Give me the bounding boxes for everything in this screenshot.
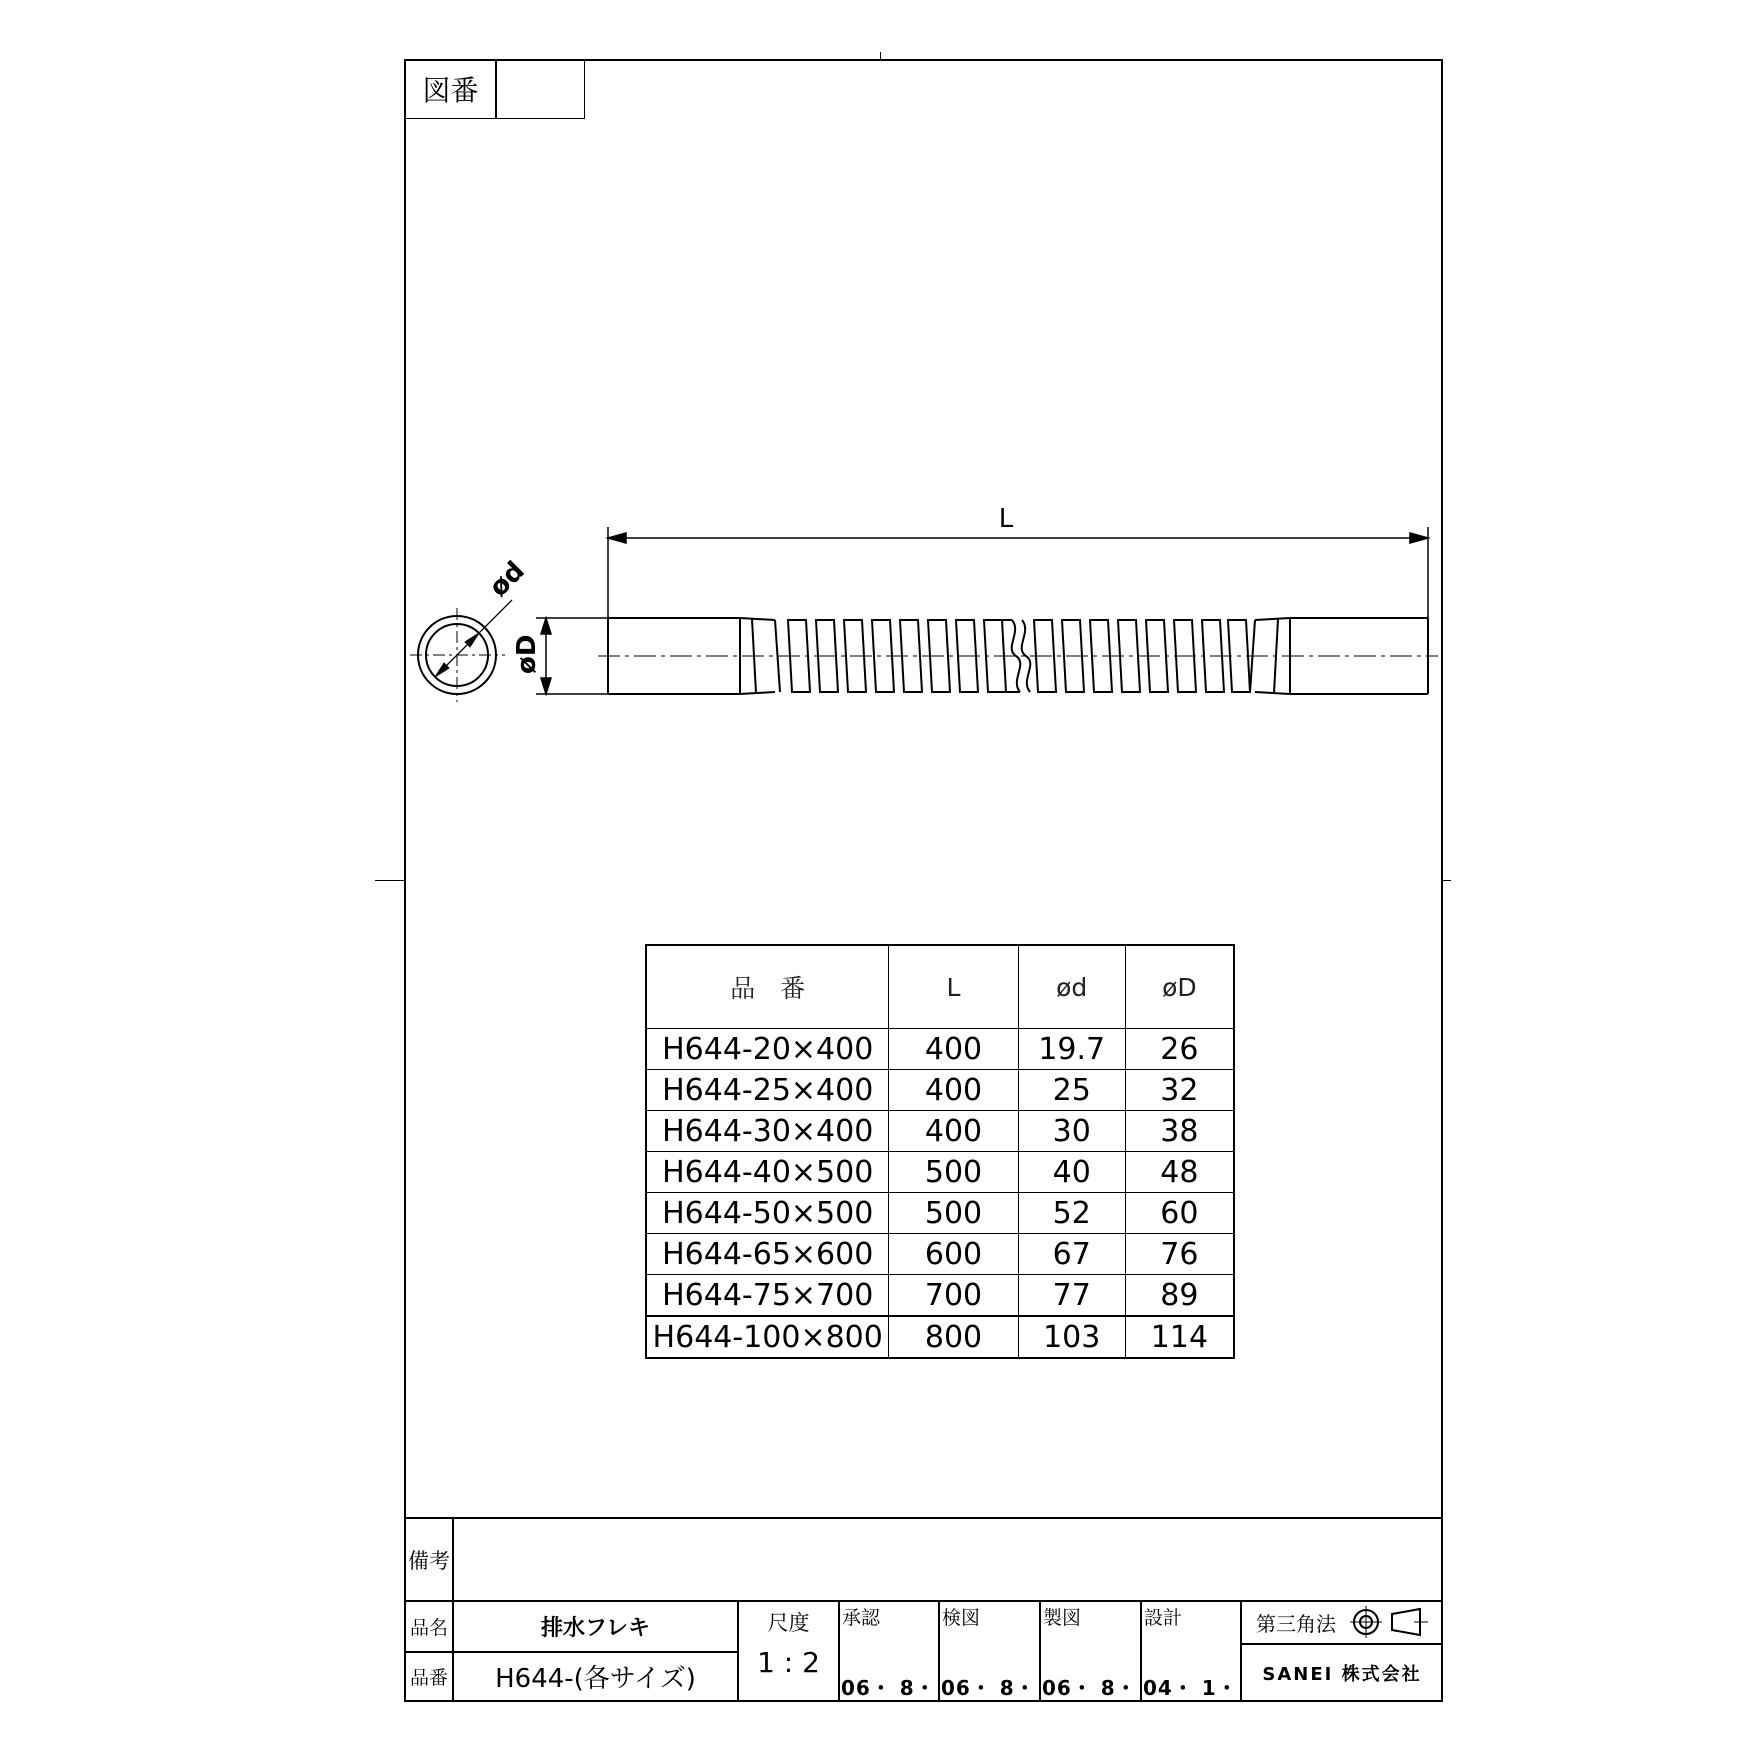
dim-D-label: øD bbox=[512, 634, 542, 674]
table-row bbox=[646, 1111, 1234, 1152]
scale-value: 1 : 2 bbox=[757, 1645, 820, 1679]
cell-inner-dia: 40 bbox=[1018, 1152, 1125, 1193]
part-value: H644-(各サイズ) bbox=[495, 1664, 696, 1694]
table-row bbox=[646, 1275, 1234, 1317]
cell-outer-dia: 32 bbox=[1125, 1070, 1234, 1111]
cell-length: 500 bbox=[889, 1152, 1018, 1193]
tb-divider-7 bbox=[1240, 1600, 1242, 1702]
tb-divider-5 bbox=[1039, 1600, 1041, 1702]
cell-part-number: H644-20×400 bbox=[646, 1029, 889, 1070]
cell-inner-dia: 25 bbox=[1018, 1070, 1125, 1111]
tb-divider-6 bbox=[1140, 1600, 1142, 1702]
dim-d-label: ød bbox=[483, 555, 531, 603]
cell-outer-dia: 38 bbox=[1125, 1111, 1234, 1152]
drawing-label: 製図 bbox=[1042, 1606, 1081, 1629]
cell-outer-dia: 48 bbox=[1125, 1152, 1234, 1193]
cell-part-number: H644-75×700 bbox=[646, 1275, 889, 1317]
tb-divider-3 bbox=[838, 1600, 840, 1702]
drawing-date: 06・ 8・ bbox=[1042, 1675, 1137, 1700]
cell-length: 400 bbox=[889, 1070, 1018, 1111]
table-row bbox=[646, 1070, 1234, 1111]
cell-inner-dia: 67 bbox=[1018, 1234, 1125, 1275]
table-row bbox=[646, 1029, 1234, 1070]
company-name: SANEI 株式会社 bbox=[1262, 1664, 1422, 1685]
end-view bbox=[410, 600, 512, 702]
cell-length: 800 bbox=[889, 1316, 1018, 1358]
remarks-label: 備考 bbox=[408, 1548, 450, 1573]
hose-body bbox=[608, 618, 1428, 694]
tb-divider-4 bbox=[938, 1600, 940, 1702]
length-dimension bbox=[608, 527, 1428, 618]
cell-length: 600 bbox=[889, 1234, 1018, 1275]
approval-label: 承認 bbox=[841, 1606, 880, 1629]
name-value: 排水フレキ bbox=[540, 1616, 651, 1641]
cell-outer-dia: 26 bbox=[1125, 1029, 1234, 1070]
table-row bbox=[646, 1193, 1234, 1234]
table-row bbox=[646, 1152, 1234, 1193]
cell-part-number: H644-40×500 bbox=[646, 1152, 889, 1193]
tb-company-divider bbox=[1240, 1643, 1443, 1645]
cell-length: 500 bbox=[889, 1193, 1018, 1234]
design-label: 設計 bbox=[1143, 1606, 1182, 1629]
cell-outer-dia: 76 bbox=[1125, 1234, 1234, 1275]
cell-length: 400 bbox=[889, 1111, 1018, 1152]
spec-table-header-row bbox=[646, 945, 1234, 1029]
part-label: 品番 bbox=[409, 1667, 448, 1689]
cell-part-number: H644-100×800 bbox=[646, 1316, 889, 1358]
cell-outer-dia: 60 bbox=[1125, 1193, 1234, 1234]
header-length: L bbox=[889, 945, 1018, 1029]
cell-part-number: H644-30×400 bbox=[646, 1111, 889, 1152]
cell-part-number: H644-50×500 bbox=[646, 1193, 889, 1234]
cell-inner-dia: 30 bbox=[1018, 1111, 1125, 1152]
projection-label: 第三角法 bbox=[1256, 1611, 1336, 1636]
remarks-divider bbox=[452, 1517, 454, 1602]
remarks-value bbox=[456, 1519, 1436, 1600]
cell-inner-dia: 103 bbox=[1018, 1316, 1125, 1358]
table-row bbox=[646, 1234, 1234, 1275]
outer-dia-dimension bbox=[536, 618, 608, 694]
table-row bbox=[646, 1316, 1234, 1358]
drawing-number-label: 図番 bbox=[422, 74, 479, 107]
cell-length: 400 bbox=[889, 1029, 1018, 1070]
header-outer-dia: øD bbox=[1125, 945, 1234, 1029]
spec-table bbox=[645, 944, 1235, 1359]
check-label: 検図 bbox=[941, 1606, 980, 1629]
name-label: 品名 bbox=[409, 1617, 448, 1639]
cell-inner-dia: 52 bbox=[1018, 1193, 1125, 1234]
design-date: 04・ 1・ bbox=[1143, 1675, 1238, 1700]
cell-inner-dia: 19.7 bbox=[1018, 1029, 1125, 1070]
cell-outer-dia: 89 bbox=[1125, 1275, 1234, 1317]
scale-label: 尺度 bbox=[767, 1611, 810, 1635]
cell-part-number: H644-25×400 bbox=[646, 1070, 889, 1111]
dim-L-label: L bbox=[998, 504, 1014, 534]
check-date: 06・ 8・ bbox=[941, 1675, 1036, 1700]
header-part-number: 品 番 bbox=[646, 945, 889, 1029]
cell-part-number: H644-65×600 bbox=[646, 1234, 889, 1275]
cell-inner-dia: 77 bbox=[1018, 1275, 1125, 1317]
approval-date: 06・ 8・ bbox=[841, 1675, 936, 1700]
header-inner-dia: ød bbox=[1018, 945, 1125, 1029]
cell-length: 700 bbox=[889, 1275, 1018, 1317]
cell-outer-dia: 114 bbox=[1125, 1316, 1234, 1358]
